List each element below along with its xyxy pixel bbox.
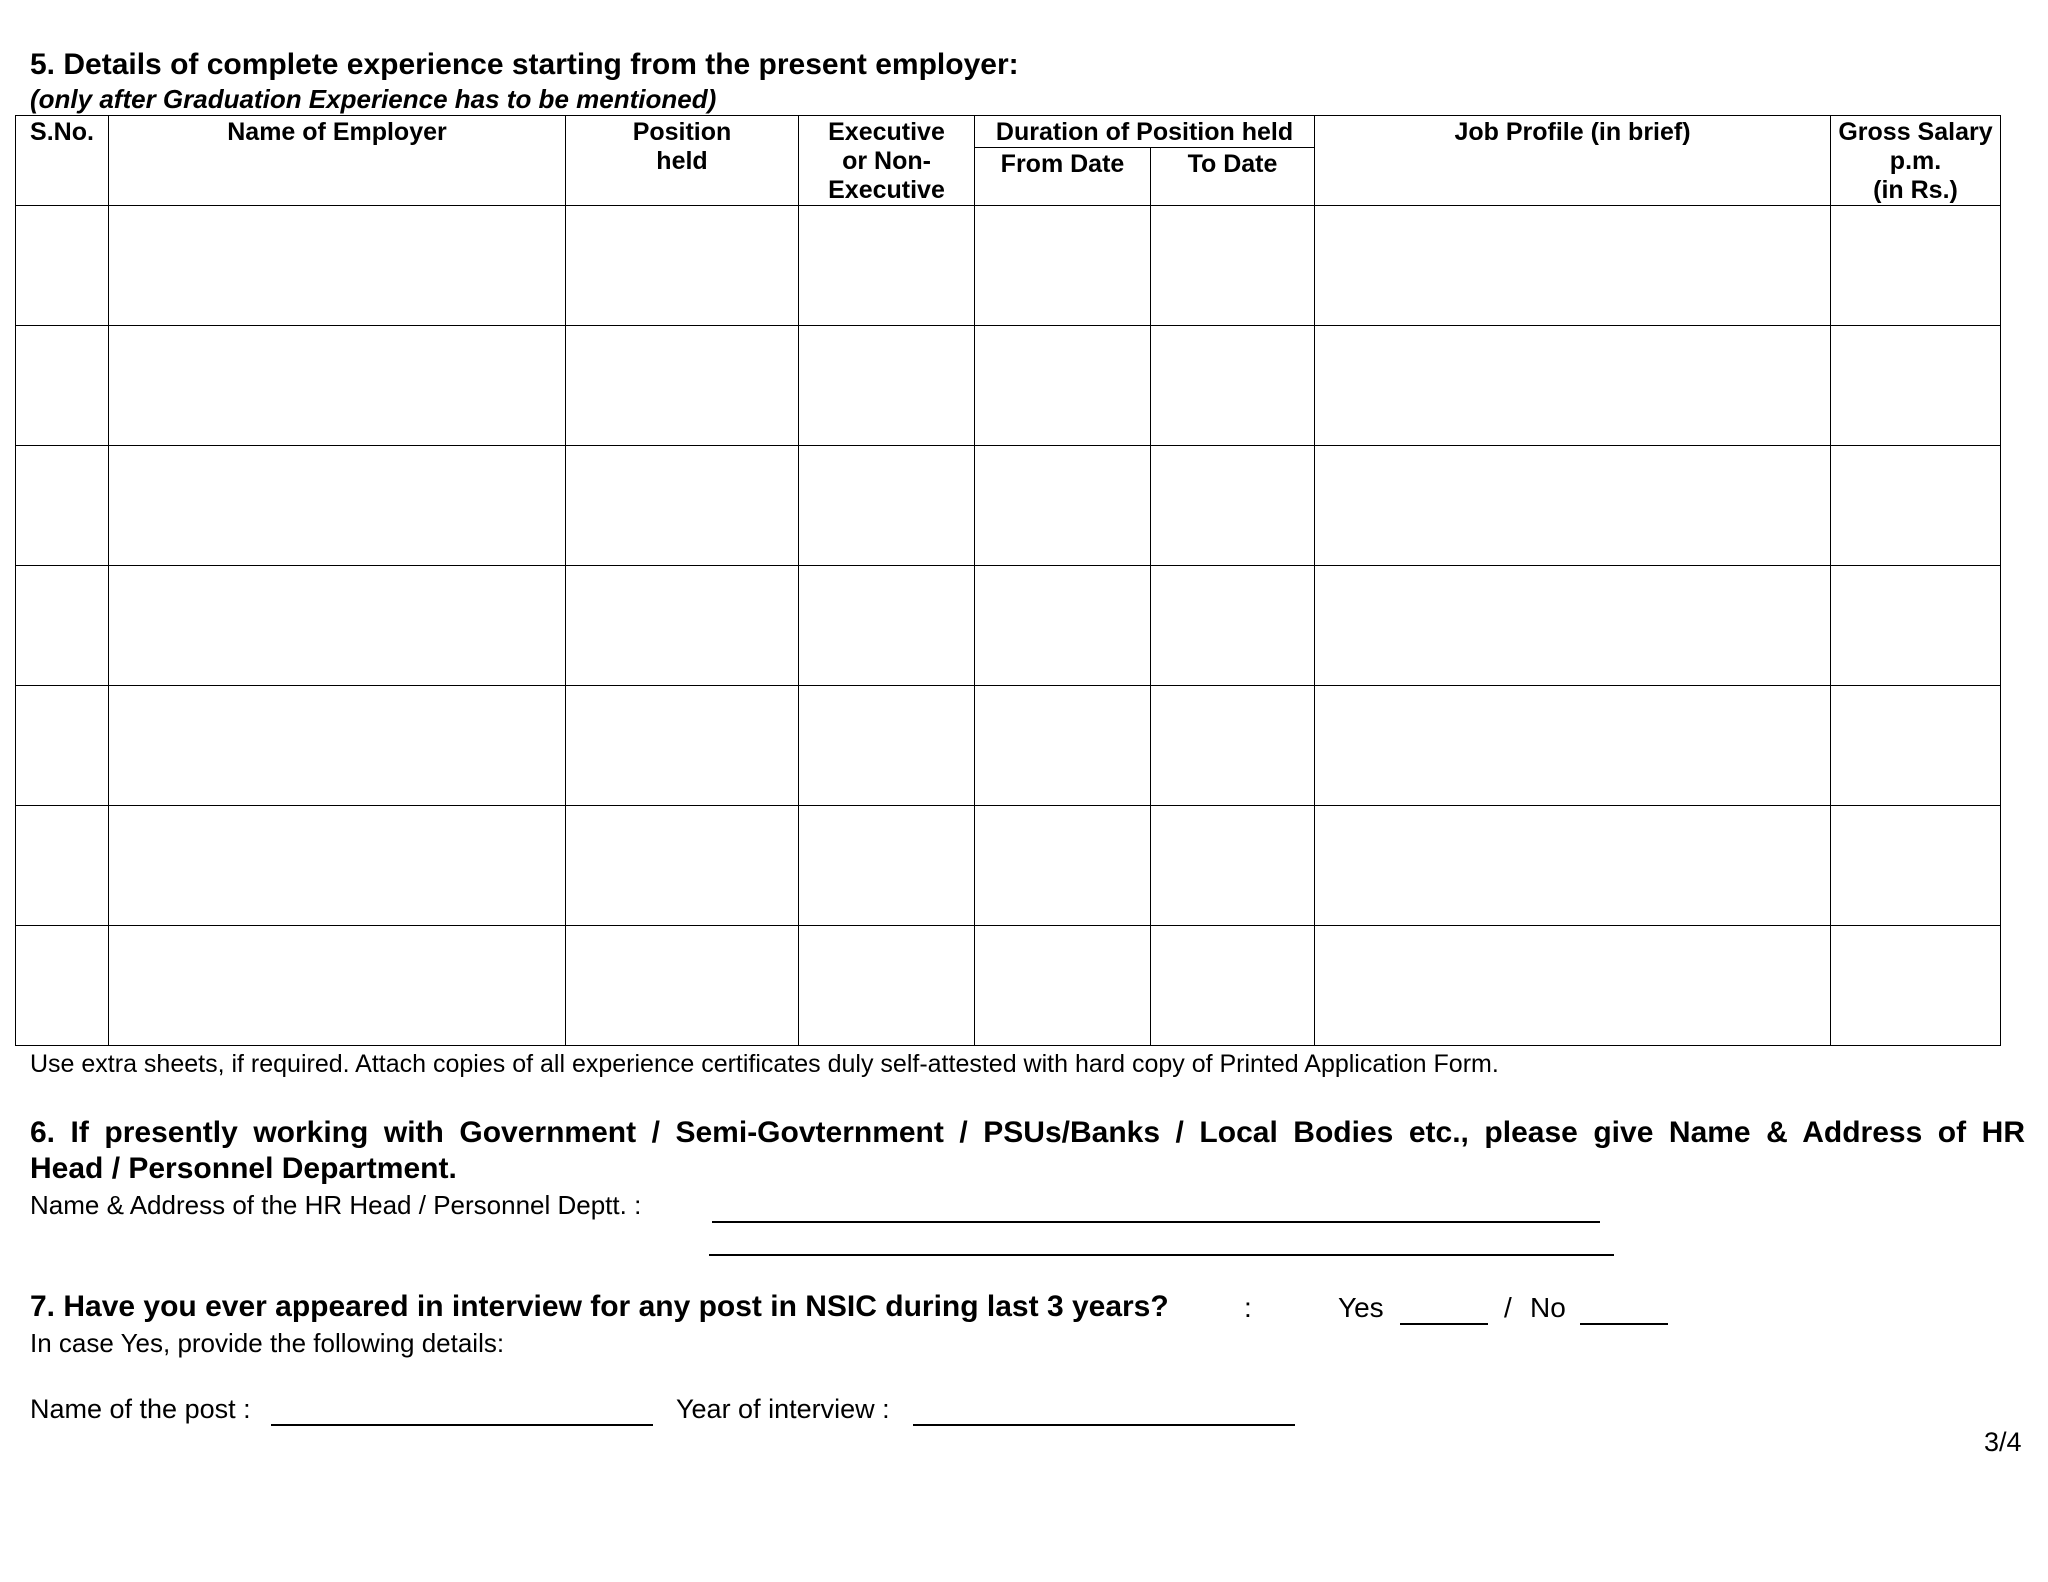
yes-blank[interactable] [1400,1323,1488,1325]
col-header-executive-line: Executive [828,176,945,204]
table-cell[interactable] [16,446,109,566]
yes-label: Yes [1338,1292,1384,1323]
col-header-salary-line: (in Rs.) [1873,176,1958,204]
table-cell[interactable] [1315,926,1831,1046]
table-cell[interactable] [975,326,1151,446]
table-cell[interactable] [566,206,799,326]
case-yes-text: In case Yes, provide the following details: [30,1328,505,1358]
table-cell[interactable] [799,206,975,326]
col-header-position-line: held [656,147,708,175]
table-cell[interactable] [1151,806,1315,926]
table-cell[interactable] [799,686,975,806]
table-cell[interactable] [1831,686,2001,806]
table-cell[interactable] [16,206,109,326]
table-row [16,806,2001,926]
table-cell[interactable] [1315,806,1831,926]
table-cell[interactable] [1151,686,1315,806]
interview-year-label: Year of interview : [676,1394,890,1424]
post-name-blank[interactable] [271,1424,653,1426]
table-cell[interactable] [109,446,566,566]
table-cell[interactable] [1151,446,1315,566]
table-cell[interactable] [566,926,799,1046]
table-cell[interactable] [799,446,975,566]
page-number: 3/4 [1984,1427,2022,1457]
table-cell[interactable] [16,926,109,1046]
col-header-salary-line: p.m. [1889,147,1942,175]
table-cell[interactable] [975,686,1151,806]
table-cell[interactable] [16,686,109,806]
table-cell[interactable] [1151,566,1315,686]
section-7-colon: : [1244,1292,1252,1323]
table-cell[interactable] [799,926,975,1046]
table-cell[interactable] [1831,926,2001,1046]
table-cell[interactable] [109,206,566,326]
table-cell[interactable] [109,566,566,686]
col-header-employer: Name of Employer [109,116,566,206]
experience-table [15,115,2001,1046]
table-row [16,686,2001,806]
table-cell[interactable] [1831,206,2001,326]
table-cell[interactable] [109,686,566,806]
col-header-from-date: From Date [975,148,1151,206]
interview-year-blank[interactable] [913,1424,1295,1426]
section-5-subtitle: (only after Graduation Experience has to be mentioned) [30,84,717,114]
table-cell[interactable] [1151,926,1315,1046]
table-cell[interactable] [975,926,1151,1046]
col-header-to-date: To Date [1151,148,1315,206]
table-cell[interactable] [1315,326,1831,446]
table-cell[interactable] [1315,206,1831,326]
section-5-title: 5. Details of complete experience starting from the present employer: [30,48,1019,81]
col-header-sno: S.No. [16,116,109,206]
table-cell[interactable] [975,206,1151,326]
table-cell[interactable] [1151,206,1315,326]
table-cell[interactable] [1151,326,1315,446]
no-blank[interactable] [1580,1323,1668,1325]
post-name-label: Name of the post : [30,1394,251,1424]
col-header-position-line: Position [632,118,732,146]
col-header-job-profile: Job Profile (in brief) [1315,116,1831,206]
table-cell[interactable] [1831,566,2001,686]
table-cell[interactable] [16,326,109,446]
section-6-title-line2: Head / Personnel Department. [30,1152,457,1185]
table-cell[interactable] [566,326,799,446]
table-cell[interactable] [109,926,566,1046]
table-cell[interactable] [1831,806,2001,926]
table-row [16,446,2001,566]
table-cell[interactable] [1831,326,2001,446]
col-header-executive-line: Executive [828,118,945,146]
hr-head-address-line-2[interactable] [709,1254,1614,1256]
section-7-title: 7. Have you ever appeared in interview for any post in NSIC during last 3 years? [30,1290,1169,1323]
table-cell[interactable] [1315,446,1831,566]
table-cell[interactable] [975,806,1151,926]
table-cell[interactable] [975,566,1151,686]
table-cell[interactable] [975,446,1151,566]
table-cell[interactable] [566,566,799,686]
col-header-salary-line: Gross Salary [1838,118,1993,146]
table-cell[interactable] [799,806,975,926]
yes-no-slash: / [1504,1292,1512,1323]
table-cell[interactable] [16,566,109,686]
table-cell[interactable] [566,446,799,566]
table-cell[interactable] [1831,446,2001,566]
col-header-position [566,116,799,206]
table-cell[interactable] [566,686,799,806]
table-cell[interactable] [16,806,109,926]
no-label: No [1530,1292,1566,1323]
hr-head-address-line-1[interactable] [712,1221,1600,1223]
col-header-executive [799,116,975,206]
table-cell[interactable] [1315,566,1831,686]
table-cell[interactable] [799,326,975,446]
table-note: Use extra sheets, if required. Attach copies of all experience certificates duly self-attested with hard copy of Printed Application Form. [30,1050,1499,1078]
table-row [16,206,2001,326]
table-row [16,566,2001,686]
hr-head-label: Name & Address of the HR Head / Personnel Deptt. : [30,1190,642,1220]
table-cell[interactable] [109,806,566,926]
table-cell[interactable] [109,326,566,446]
table-row [16,926,2001,1046]
table-cell[interactable] [1315,686,1831,806]
table-cell[interactable] [799,566,975,686]
col-header-duration: Duration of Position held [975,116,1315,148]
col-header-executive-line: or Non- [842,147,931,175]
table-row [16,326,2001,446]
col-header-gross-salary [1831,116,2001,206]
section-6-title-line1: 6. If presently working with Government / Semi-Govternment / PSUs/Banks / Local Bodies etc., please give Name & Address of HR [30,1116,2025,1149]
table-cell[interactable] [566,806,799,926]
